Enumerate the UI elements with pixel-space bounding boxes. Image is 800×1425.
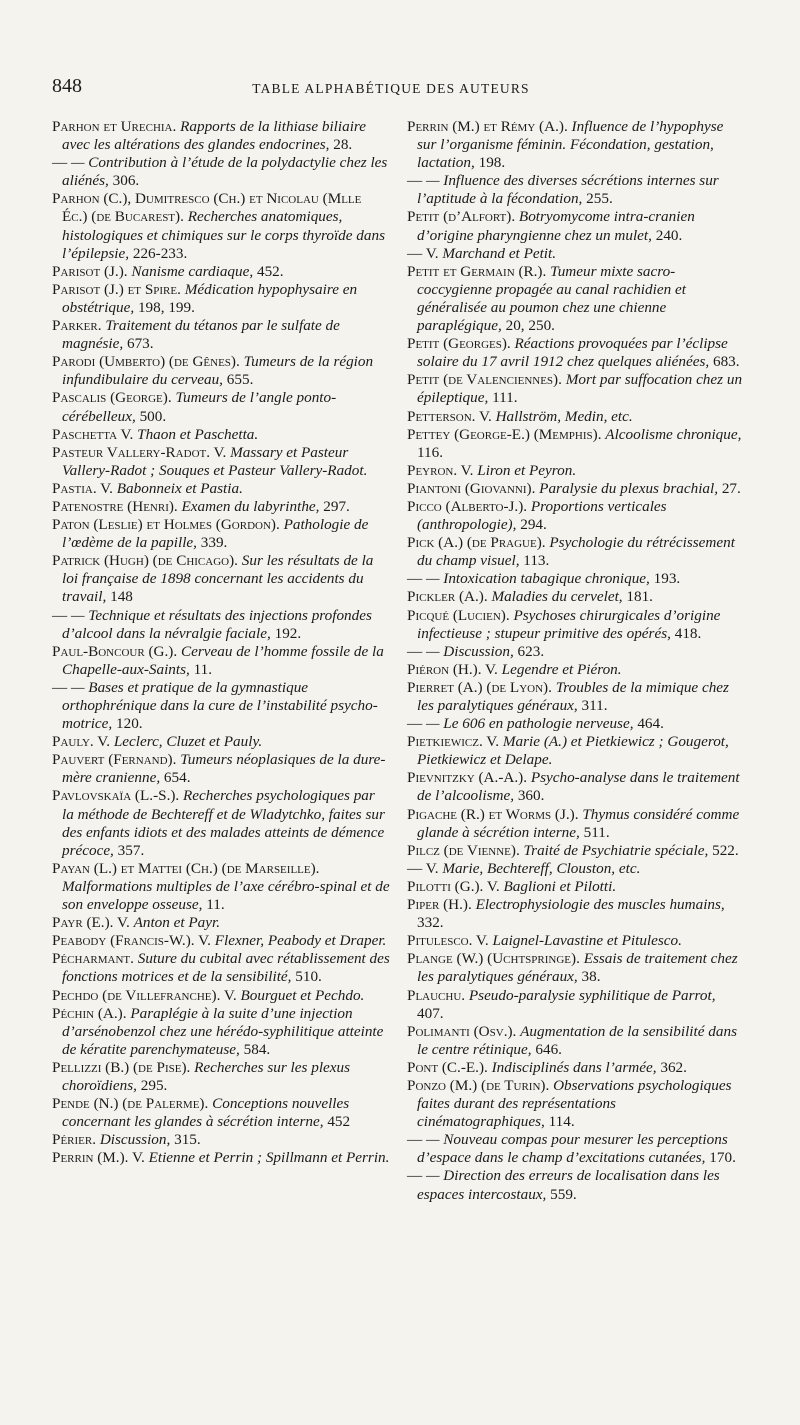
entry-author: Picco (Alberto-J.). bbox=[407, 497, 528, 515]
entry-title: Mort par suffocation chez un épileptique, bbox=[417, 371, 743, 407]
entry-author: Polimanti (Osv.). bbox=[407, 1022, 517, 1040]
entry-author: Petit (d’Alfort). bbox=[407, 208, 516, 226]
index-entry bbox=[52, 607, 390, 643]
entry-author: Pilcz (de Vienne). bbox=[407, 841, 520, 859]
index-entry bbox=[407, 480, 745, 498]
entry-page-ref: 20, 250. bbox=[505, 317, 555, 335]
entry-title: Discussion, bbox=[99, 1131, 171, 1149]
entry-page-ref: 170. bbox=[709, 1149, 736, 1167]
page-header bbox=[52, 75, 730, 105]
entry-page-ref: 452 bbox=[327, 1113, 351, 1131]
entry-title: Nanisme cardiaque, bbox=[131, 262, 254, 280]
entry-author: Pievnitzky (A.-A.). bbox=[407, 769, 528, 787]
entry-page-ref: 339. bbox=[200, 534, 228, 552]
index-entry bbox=[407, 1059, 745, 1077]
entry-author: Pécharmant. bbox=[52, 950, 134, 968]
entry-author: Plange (W.) (Uchtspringe). bbox=[407, 950, 580, 968]
entry-page-ref: 28. bbox=[333, 136, 353, 154]
index-entry bbox=[407, 335, 745, 371]
index-entry bbox=[52, 733, 390, 751]
entry-title: Alcoolisme chronique, bbox=[605, 425, 742, 443]
index-entry bbox=[407, 172, 745, 208]
entry-author: Pauvert (Fernand). bbox=[52, 751, 177, 769]
entry-title: Cerveau de l’homme fossile de la Chapelle-aux-Saints, bbox=[62, 642, 384, 678]
entry-author: Parhon et Urechia. bbox=[52, 118, 177, 135]
entry-author: Petit et Germain (R.). bbox=[407, 262, 547, 280]
entry-title: Flexner, Peabody et Draper. bbox=[214, 932, 387, 950]
entry-author: — bbox=[407, 570, 423, 588]
entry-title: Sur les résultats de la loi française de 1898 concernant les accidents du travail, bbox=[62, 552, 374, 606]
entry-title: Troubles de la mimique chez les paralytiques généraux, bbox=[417, 678, 729, 714]
entry-page-ref: 360. bbox=[517, 787, 545, 805]
entry-page-ref: 510. bbox=[295, 968, 322, 986]
entry-author: Piper (H.). bbox=[407, 896, 472, 914]
index-entry bbox=[52, 444, 390, 480]
entry-page-ref: 418. bbox=[674, 624, 702, 642]
entry-author: Pilotti (G.). V. bbox=[407, 877, 500, 895]
entry-author: Pellizzi (B.) (de Pise). bbox=[52, 1058, 191, 1076]
entry-author: Perrin (M.) et Rémy (A.). bbox=[407, 118, 568, 135]
index-entry bbox=[407, 987, 745, 1023]
index-entry bbox=[52, 860, 390, 914]
entry-title: — Direction des erreurs de localisation dans les espaces intercostaux, bbox=[417, 1167, 720, 1203]
entry-author: Petterson. V. bbox=[407, 407, 492, 425]
entry-page-ref: 11. bbox=[193, 660, 213, 678]
index-entry bbox=[407, 462, 745, 480]
entry-author: Périer. bbox=[52, 1131, 97, 1149]
entry-page-ref: 306. bbox=[112, 172, 140, 190]
index-entry bbox=[52, 480, 390, 498]
index-entry bbox=[52, 679, 390, 733]
entry-author: Pascalis (George). bbox=[52, 389, 172, 407]
entry-title: — Contribution à l’étude de la polydactylie chez les aliénés, bbox=[62, 154, 388, 190]
right-column bbox=[407, 118, 745, 1204]
entry-title: Legendre et Piéron. bbox=[501, 660, 622, 678]
entry-page-ref: 226-233. bbox=[132, 244, 188, 262]
entry-author: Payr (E.). V. bbox=[52, 914, 130, 932]
entry-page-ref: 255. bbox=[586, 190, 613, 208]
entry-author: Pick (A.) (de Prague). bbox=[407, 534, 546, 552]
index-entry bbox=[407, 1131, 745, 1167]
index-entry bbox=[52, 263, 390, 281]
entry-author: — bbox=[407, 1167, 423, 1185]
entry-author: Petit (de Valenciennes). bbox=[407, 371, 562, 389]
entry-title: Marie, Bechtereff, Clouston, etc. bbox=[442, 859, 641, 877]
index-entry bbox=[52, 317, 390, 353]
index-entry bbox=[407, 118, 745, 172]
index-entry bbox=[52, 1059, 390, 1095]
index-entry bbox=[407, 208, 745, 244]
entry-title: Marchand et Petit. bbox=[442, 244, 557, 262]
entry-author: — V. bbox=[407, 244, 439, 262]
entry-author: — bbox=[407, 642, 423, 660]
entry-title: Thaon et Paschetta. bbox=[137, 425, 259, 443]
index-entry bbox=[52, 643, 390, 679]
index-entry bbox=[52, 932, 390, 950]
entry-author: Patrick (Hugh) (de Chicago). bbox=[52, 552, 238, 570]
entry-page-ref: 148 bbox=[110, 588, 133, 606]
entry-author: Paul-Boncour (G.). bbox=[52, 642, 178, 660]
index-entry bbox=[52, 787, 390, 859]
entry-title: Etienne et Perrin ; Spillmann et Perrin. bbox=[148, 1149, 390, 1167]
entry-title: Traité de Psychiatrie spéciale, bbox=[523, 841, 709, 859]
entry-page-ref: 623. bbox=[517, 642, 545, 660]
entry-title: Babonneix et Pastia. bbox=[116, 479, 243, 497]
entry-page-ref: 181. bbox=[626, 588, 653, 606]
entry-title: Recherches anatomiques, histologiques et chimiques sur le corps thyroïde dans l’épilepsie, bbox=[62, 208, 385, 262]
index-entry bbox=[407, 534, 745, 570]
index-entry bbox=[407, 408, 745, 426]
entry-page-ref: 240. bbox=[655, 226, 683, 244]
entry-author: Picqué (Lucien). bbox=[407, 606, 510, 624]
entry-author: Parhon (C.), Dumitresco (Ch.) et Nicolau (Mlle Éc.) (de Bucarest). bbox=[52, 190, 362, 226]
entry-page-ref: 559. bbox=[550, 1185, 577, 1203]
entry-author: Parisot (J.) et Spire. bbox=[52, 280, 181, 298]
entry-page-ref: 500. bbox=[139, 407, 167, 425]
entry-title: Anton et Payr. bbox=[133, 914, 221, 932]
entry-author: Piantoni (Giovanni). bbox=[407, 479, 536, 497]
index-entry bbox=[407, 806, 745, 842]
entry-title: Laignel-Lavastine et Pitulesco. bbox=[492, 932, 682, 950]
entry-author: — V. bbox=[407, 859, 439, 877]
entry-page-ref: 295. bbox=[140, 1076, 168, 1094]
index-entry bbox=[52, 1131, 390, 1149]
index-entry bbox=[52, 516, 390, 552]
entry-page-ref: 38. bbox=[581, 968, 601, 986]
entry-page-ref: 113. bbox=[523, 552, 550, 570]
entry-title: Suture du cubital avec rétablissement des fonctions motrices et de la sensibilité, bbox=[62, 950, 390, 986]
entry-title: Hallström, Medin, etc. bbox=[495, 407, 633, 425]
index-entry bbox=[52, 987, 390, 1005]
index-entry bbox=[407, 1167, 745, 1203]
index-entry bbox=[407, 932, 745, 950]
entry-title: Psychoses chirurgicales d’origine infectieuse ; stupeur primitive des opérés, bbox=[417, 606, 721, 642]
index-entry bbox=[407, 426, 745, 462]
entry-title: Influence de l’hypophyse sur l’organisme féminin. Fécondation, gestation, lactation, bbox=[417, 118, 724, 172]
entry-page-ref: 407. bbox=[417, 1004, 444, 1022]
entry-author: Paschetta V. bbox=[52, 425, 134, 443]
entry-author: Petit (Georges). bbox=[407, 335, 511, 353]
entry-page-ref: 683. bbox=[712, 353, 740, 371]
entry-author: Pietkiewicz. V. bbox=[407, 733, 500, 751]
entry-author: Pigache (R.) et Worms (J.). bbox=[407, 805, 579, 823]
entry-page-ref: 646. bbox=[535, 1040, 562, 1058]
index-entry bbox=[52, 1095, 390, 1131]
entry-author: Pavlovskaïa (L.-S.). bbox=[52, 787, 180, 805]
entry-title: Recherches sur les plexus choroïdiens, bbox=[62, 1058, 351, 1094]
entry-title: — Discussion, bbox=[425, 642, 514, 660]
entry-page-ref: 27. bbox=[721, 479, 741, 497]
entry-page-ref: 362. bbox=[660, 1058, 687, 1076]
index-entry bbox=[407, 607, 745, 643]
index-entry bbox=[52, 281, 390, 317]
index-entry bbox=[407, 842, 745, 860]
entry-title: — Bases et pratique de la gymnastique orthophrénique dans la cure de l’instabilité psycho-motrice, bbox=[62, 678, 378, 733]
index-entry bbox=[407, 769, 745, 805]
entry-title: Réactions provoquées par l’éclipse solaire du 17 avril 1912 chez quelques aliénées, bbox=[417, 335, 728, 371]
entry-title: Tumeurs de l’angle ponto-cérébelleux, bbox=[62, 389, 337, 425]
index-entry bbox=[52, 498, 390, 516]
entry-title: Essais de traitement chez les paralytiques généraux, bbox=[417, 950, 738, 986]
entry-title: Liron et Peyron. bbox=[477, 461, 577, 479]
entry-title: Paralysie du plexus brachial, bbox=[539, 479, 719, 497]
entry-author: Parker. bbox=[52, 317, 102, 335]
entry-title: Augmentation de la sensibilité dans le centre rétinique, bbox=[417, 1022, 737, 1058]
entry-author: — bbox=[52, 606, 68, 624]
entry-title: Rapports de la lithiase biliaire avec les altérations des glandes endocrines, bbox=[62, 118, 367, 154]
entry-title: — Technique et résultats des injections profondes d’alcool dans la névralgie faciale, bbox=[62, 606, 372, 642]
entry-author: Patenostre (Henri). bbox=[52, 497, 178, 515]
entry-author: Pierret (A.) (de Lyon). bbox=[407, 678, 552, 696]
entry-title: Psychologie du rétrécissement du champ visuel, bbox=[417, 534, 735, 570]
index-entry bbox=[52, 353, 390, 389]
entry-author: Pont (C.-E.). bbox=[407, 1058, 488, 1076]
entry-title: — Nouveau compas pour mesurer les perceptions d’espace dans le champ d’excitations cutanées, bbox=[417, 1131, 728, 1167]
index-entry bbox=[407, 1023, 745, 1059]
entry-author: Peabody (Francis-W.). V. bbox=[52, 932, 211, 950]
entry-page-ref: 198, 199. bbox=[137, 298, 195, 316]
entry-page-ref: 297. bbox=[323, 497, 350, 515]
entry-title: Paraplégie à la suite d’une injection d’arsénobenzol chez une hérédo-syphilitique atteinte de kératite parenchymateuse, bbox=[62, 1004, 384, 1058]
index-entry bbox=[407, 733, 745, 769]
entry-title: Indisciplinés dans l’armée, bbox=[491, 1058, 657, 1076]
index-entry bbox=[52, 190, 390, 262]
index-entry bbox=[52, 154, 390, 190]
index-entry bbox=[52, 1005, 390, 1059]
entry-title: — Le 606 en pathologie nerveuse, bbox=[425, 715, 634, 733]
entry-page-ref: 311. bbox=[581, 697, 608, 714]
entry-title: Botryomycome intra-cranien d’origine pharyngienne chez un mulet, bbox=[417, 208, 695, 244]
left-column bbox=[52, 118, 390, 1167]
entry-page-ref: 315. bbox=[174, 1131, 201, 1149]
entry-page-ref: 193. bbox=[653, 570, 681, 588]
index-entry bbox=[407, 570, 745, 588]
entry-title: Pathologie de l’œdème de la papille, bbox=[62, 516, 369, 552]
entry-title: Maladies du cervelet, bbox=[491, 588, 623, 606]
entry-title: Conceptions nouvelles concernant les glandes à sécrétion interne, bbox=[62, 1095, 350, 1131]
entry-author: Pastia. V. bbox=[52, 479, 113, 497]
entry-page-ref: 192. bbox=[274, 624, 302, 642]
entry-title: Observations psychologiques faites durant des représentations cinématographiques, bbox=[417, 1076, 732, 1131]
index-entry bbox=[407, 679, 745, 715]
index-entry bbox=[407, 245, 745, 263]
entry-author: Pauly. V. bbox=[52, 733, 111, 751]
index-entry bbox=[52, 950, 390, 986]
running-title: TABLE ALPHABÉTIQUE DES AUTEURS bbox=[252, 81, 530, 96]
entry-page-ref: 120. bbox=[116, 715, 143, 733]
index-entry bbox=[407, 1077, 745, 1131]
entry-title: Pseudo-paralysie syphilitique de Parrot, bbox=[468, 986, 716, 1004]
index-entry bbox=[407, 878, 745, 896]
entry-author: Pasteur Vallery-Radot. V. bbox=[52, 443, 227, 461]
entry-title: Leclerc, Cluzet et Pauly. bbox=[113, 733, 263, 751]
index-entry bbox=[407, 860, 745, 878]
entry-title: Psycho-analyse dans le traitement de l’alcoolisme, bbox=[417, 769, 740, 805]
entry-page-ref: 511. bbox=[583, 823, 610, 841]
index-entry bbox=[407, 950, 745, 986]
entry-title: Malformations multiples de l’axe cérébro-spinal et de son enveloppe osseuse, bbox=[62, 877, 390, 914]
entry-author: Perrin (M.). V. bbox=[52, 1149, 145, 1167]
entry-title: Proportions verticales (anthropologie), bbox=[417, 497, 667, 534]
entry-title: Thymus considéré comme glande à sécrétion interne, bbox=[417, 805, 740, 841]
entry-page-ref: 111. bbox=[492, 389, 518, 407]
index-entry bbox=[407, 643, 745, 661]
index-entry bbox=[52, 389, 390, 425]
entry-title: Examen du labyrinthe, bbox=[181, 497, 320, 515]
entry-author: — bbox=[407, 1131, 423, 1149]
entry-page-ref: 452. bbox=[256, 262, 284, 280]
entry-author: Parisot (J.). bbox=[52, 262, 128, 280]
entry-author: Pitulesco. V. bbox=[407, 932, 489, 950]
entry-title: Médication hypophysaire en obstétrique, bbox=[62, 280, 358, 316]
entry-author: — bbox=[407, 172, 423, 190]
entry-title: Tumeurs de la région infundibulaire du cerveau, bbox=[62, 353, 374, 389]
entry-page-ref: 116. bbox=[417, 443, 444, 461]
entry-title: Massary et Pasteur Vallery-Radot ; Souques et Pasteur Vallery-Radot. bbox=[62, 443, 368, 479]
entry-author: Pettey (George-E.) (Memphis). bbox=[407, 425, 602, 443]
index-entry bbox=[52, 118, 390, 154]
index-entry bbox=[52, 426, 390, 444]
entry-page-ref: 198. bbox=[478, 154, 506, 172]
index-entry bbox=[407, 715, 745, 733]
entry-page-ref: 522. bbox=[712, 841, 739, 859]
entry-title: Bourguet et Pechdo. bbox=[240, 986, 365, 1004]
index-entry bbox=[52, 914, 390, 932]
index-entry bbox=[407, 371, 745, 407]
entry-page-ref: 584. bbox=[243, 1040, 271, 1058]
entry-page-ref: 673. bbox=[126, 335, 154, 353]
index-entry bbox=[407, 661, 745, 679]
entry-page-ref: 294. bbox=[520, 516, 547, 534]
entry-title: Recherches psychologiques par la méthode de Bechtereff et de Wladytchko, faites sur des enfants idiots et des malades atteints de démence précoce, bbox=[62, 787, 385, 859]
entry-author: Piéron (H.). V. bbox=[407, 660, 498, 678]
entry-author: Parodi (Umberto) (de Gênes). bbox=[52, 353, 240, 371]
index-entry bbox=[52, 751, 390, 787]
page-number: 848 bbox=[52, 75, 82, 97]
entry-author: Plauchu. bbox=[407, 986, 466, 1004]
index-entry bbox=[407, 588, 745, 606]
entry-page-ref: 114. bbox=[548, 1113, 575, 1131]
entry-title: — Intoxication tabagique chronique, bbox=[425, 570, 650, 588]
entry-page-ref: 654. bbox=[163, 769, 191, 787]
entry-author: Pende (N.) (de Palerme). bbox=[52, 1095, 209, 1113]
entry-author: — bbox=[52, 678, 68, 696]
index-entry bbox=[407, 896, 745, 932]
entry-title: Tumeur mixte sacro-coccygienne propagée au canal rachidien et généralisée au poumon chez une chienne paraplégique, bbox=[417, 262, 686, 335]
entry-page-ref: 655. bbox=[226, 371, 254, 389]
entry-author: Peyron. V. bbox=[407, 461, 474, 479]
entry-title: — Influence des diverses sécrétions internes sur l’aptitude à la fécondation, bbox=[417, 172, 719, 208]
entry-author: Ponzo (M.) (de Turin). bbox=[407, 1076, 550, 1094]
index-entry bbox=[52, 1149, 390, 1167]
entry-title: Tumeurs néoplasiques de la dure-mère cranienne, bbox=[62, 751, 386, 787]
entry-author: Payan (L.) et Mattei (Ch.) (de Marseille). bbox=[52, 859, 320, 877]
entry-page-ref: 357. bbox=[117, 841, 145, 859]
entry-page-ref: 332. bbox=[417, 914, 444, 932]
entry-author: — bbox=[407, 715, 423, 733]
index-entry bbox=[52, 552, 390, 606]
entry-author: Péchin (A.). bbox=[52, 1004, 127, 1022]
entry-title: Electrophysiologie des muscles humains, bbox=[475, 896, 725, 914]
entry-author: Pechdo (de Villefranche). V. bbox=[52, 986, 237, 1004]
entry-title: Traitement du tétanos par le sulfate de magnésie, bbox=[62, 317, 340, 353]
entry-page-ref: 11. bbox=[206, 896, 225, 914]
entry-author: Pickler (A.). bbox=[407, 588, 488, 606]
entry-title: Baglioni et Pilotti. bbox=[503, 877, 617, 895]
index-entry bbox=[407, 498, 745, 534]
index-entry bbox=[407, 263, 745, 335]
entry-author: Paton (Leslie) et Holmes (Gordon). bbox=[52, 516, 280, 534]
entry-title: Marie (A.) et Pietkiewicz ; Gougerot, Pietkiewicz et Delape. bbox=[417, 733, 729, 769]
entry-page-ref: 464. bbox=[637, 715, 664, 733]
entry-author: — bbox=[52, 154, 68, 172]
